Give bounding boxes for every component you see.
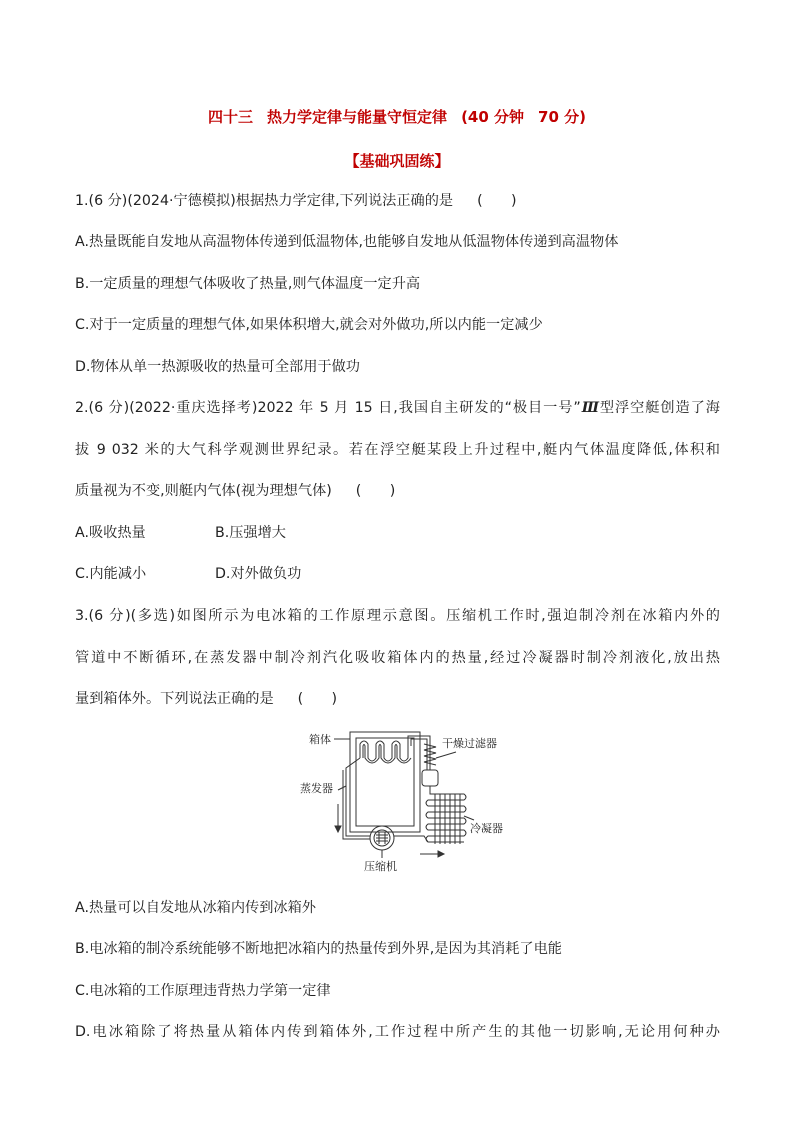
question-2-option-c: C.内能减小 bbox=[75, 566, 147, 582]
roman-numeral: Ⅲ bbox=[580, 400, 600, 416]
question-3-stem-line-2: 管道中不断循环,在蒸发器中制冷剂汽化吸收箱体内的热量,经过冷凝器时制冷剂液化,放出热 bbox=[75, 650, 720, 666]
question-1-option-d: D.物体从单一热源吸收的热量可全部用于做功 bbox=[75, 359, 360, 375]
question-3-stem-line-3: 量到箱体外。下列说法正确的是 ( ) bbox=[75, 691, 338, 707]
label-condenser: 冷凝器 bbox=[470, 822, 503, 835]
answer-blank: ( ) bbox=[297, 691, 338, 707]
answer-blank: ( ) bbox=[355, 483, 396, 499]
dryer-filter bbox=[422, 770, 438, 786]
question-3-stem-line-1: 3.(6 分)(多选)如图所示为电冰箱的工作原理示意图。压缩机工作时,强迫制冷剂在冰箱内外的 bbox=[75, 608, 720, 624]
label-dryer-filter: 干燥过滤器 bbox=[442, 737, 497, 750]
question-3-option-b: B.电冰箱的制冷系统能够不断地把冰箱内的热量传到外界,是因为其消耗了电能 bbox=[75, 941, 562, 957]
question-3-option-c: C.电冰箱的工作原理违背热力学第一定律 bbox=[75, 983, 331, 999]
section-heading: 【基础巩固练】 bbox=[344, 152, 450, 170]
question-2-option-a: A.吸收热量 bbox=[75, 525, 146, 541]
question-2-stem-line-1: 2.(6 分)(2022·重庆选择考)2022 年 5 月 15 日,我国自主研发的“极目一号”Ⅲ型浮空艇创造了海 bbox=[75, 400, 720, 416]
label-box: 箱体 bbox=[309, 733, 331, 746]
question-1-stem: 1.(6 分)(2024·宁德模拟)根据热力学定律,下列说法正确的是 ( ) bbox=[75, 193, 517, 209]
question-2-option-b: B.压强增大 bbox=[215, 525, 286, 541]
question-2-stem-line-3: 质量视为不变,则艇内气体(视为理想气体) ( ) bbox=[75, 483, 396, 499]
question-2-option-d: D.对外做负功 bbox=[215, 566, 302, 582]
label-compressor: 压缩机 bbox=[364, 860, 397, 873]
evaporator-coil bbox=[360, 741, 408, 761]
question-1-option-a: A.热量既能自发地从高温物体传递到低温物体,也能够自发地从低温物体传递到高温物体 bbox=[75, 234, 619, 250]
page-title: 四十三 热力学定律与能量守恒定律 (40 分钟 70 分) bbox=[208, 108, 586, 126]
answer-blank: ( ) bbox=[477, 193, 517, 209]
label-evaporator: 蒸发器 bbox=[300, 782, 333, 795]
question-3-option-a: A.热量可以自发地从冰箱内传到冰箱外 bbox=[75, 900, 316, 916]
refrigerator-diagram bbox=[300, 728, 520, 876]
question-1-option-b: B.一定质量的理想气体吸收了热量,则气体温度一定升高 bbox=[75, 276, 421, 292]
question-3-option-d: D.电冰箱除了将热量从箱体内传到箱体外,工作过程中所产生的其他一切影响,无论用何种办 bbox=[75, 1024, 720, 1040]
question-2-stem-line-2: 拔 9 032 米的大气科学观测世界纪录。若在浮空艇某段上升过程中,艇内气体温度降低,体积和 bbox=[75, 442, 720, 458]
question-1-option-c: C.对于一定质量的理想气体,如果体积增大,就会对外做功,所以内能一定减少 bbox=[75, 317, 543, 333]
